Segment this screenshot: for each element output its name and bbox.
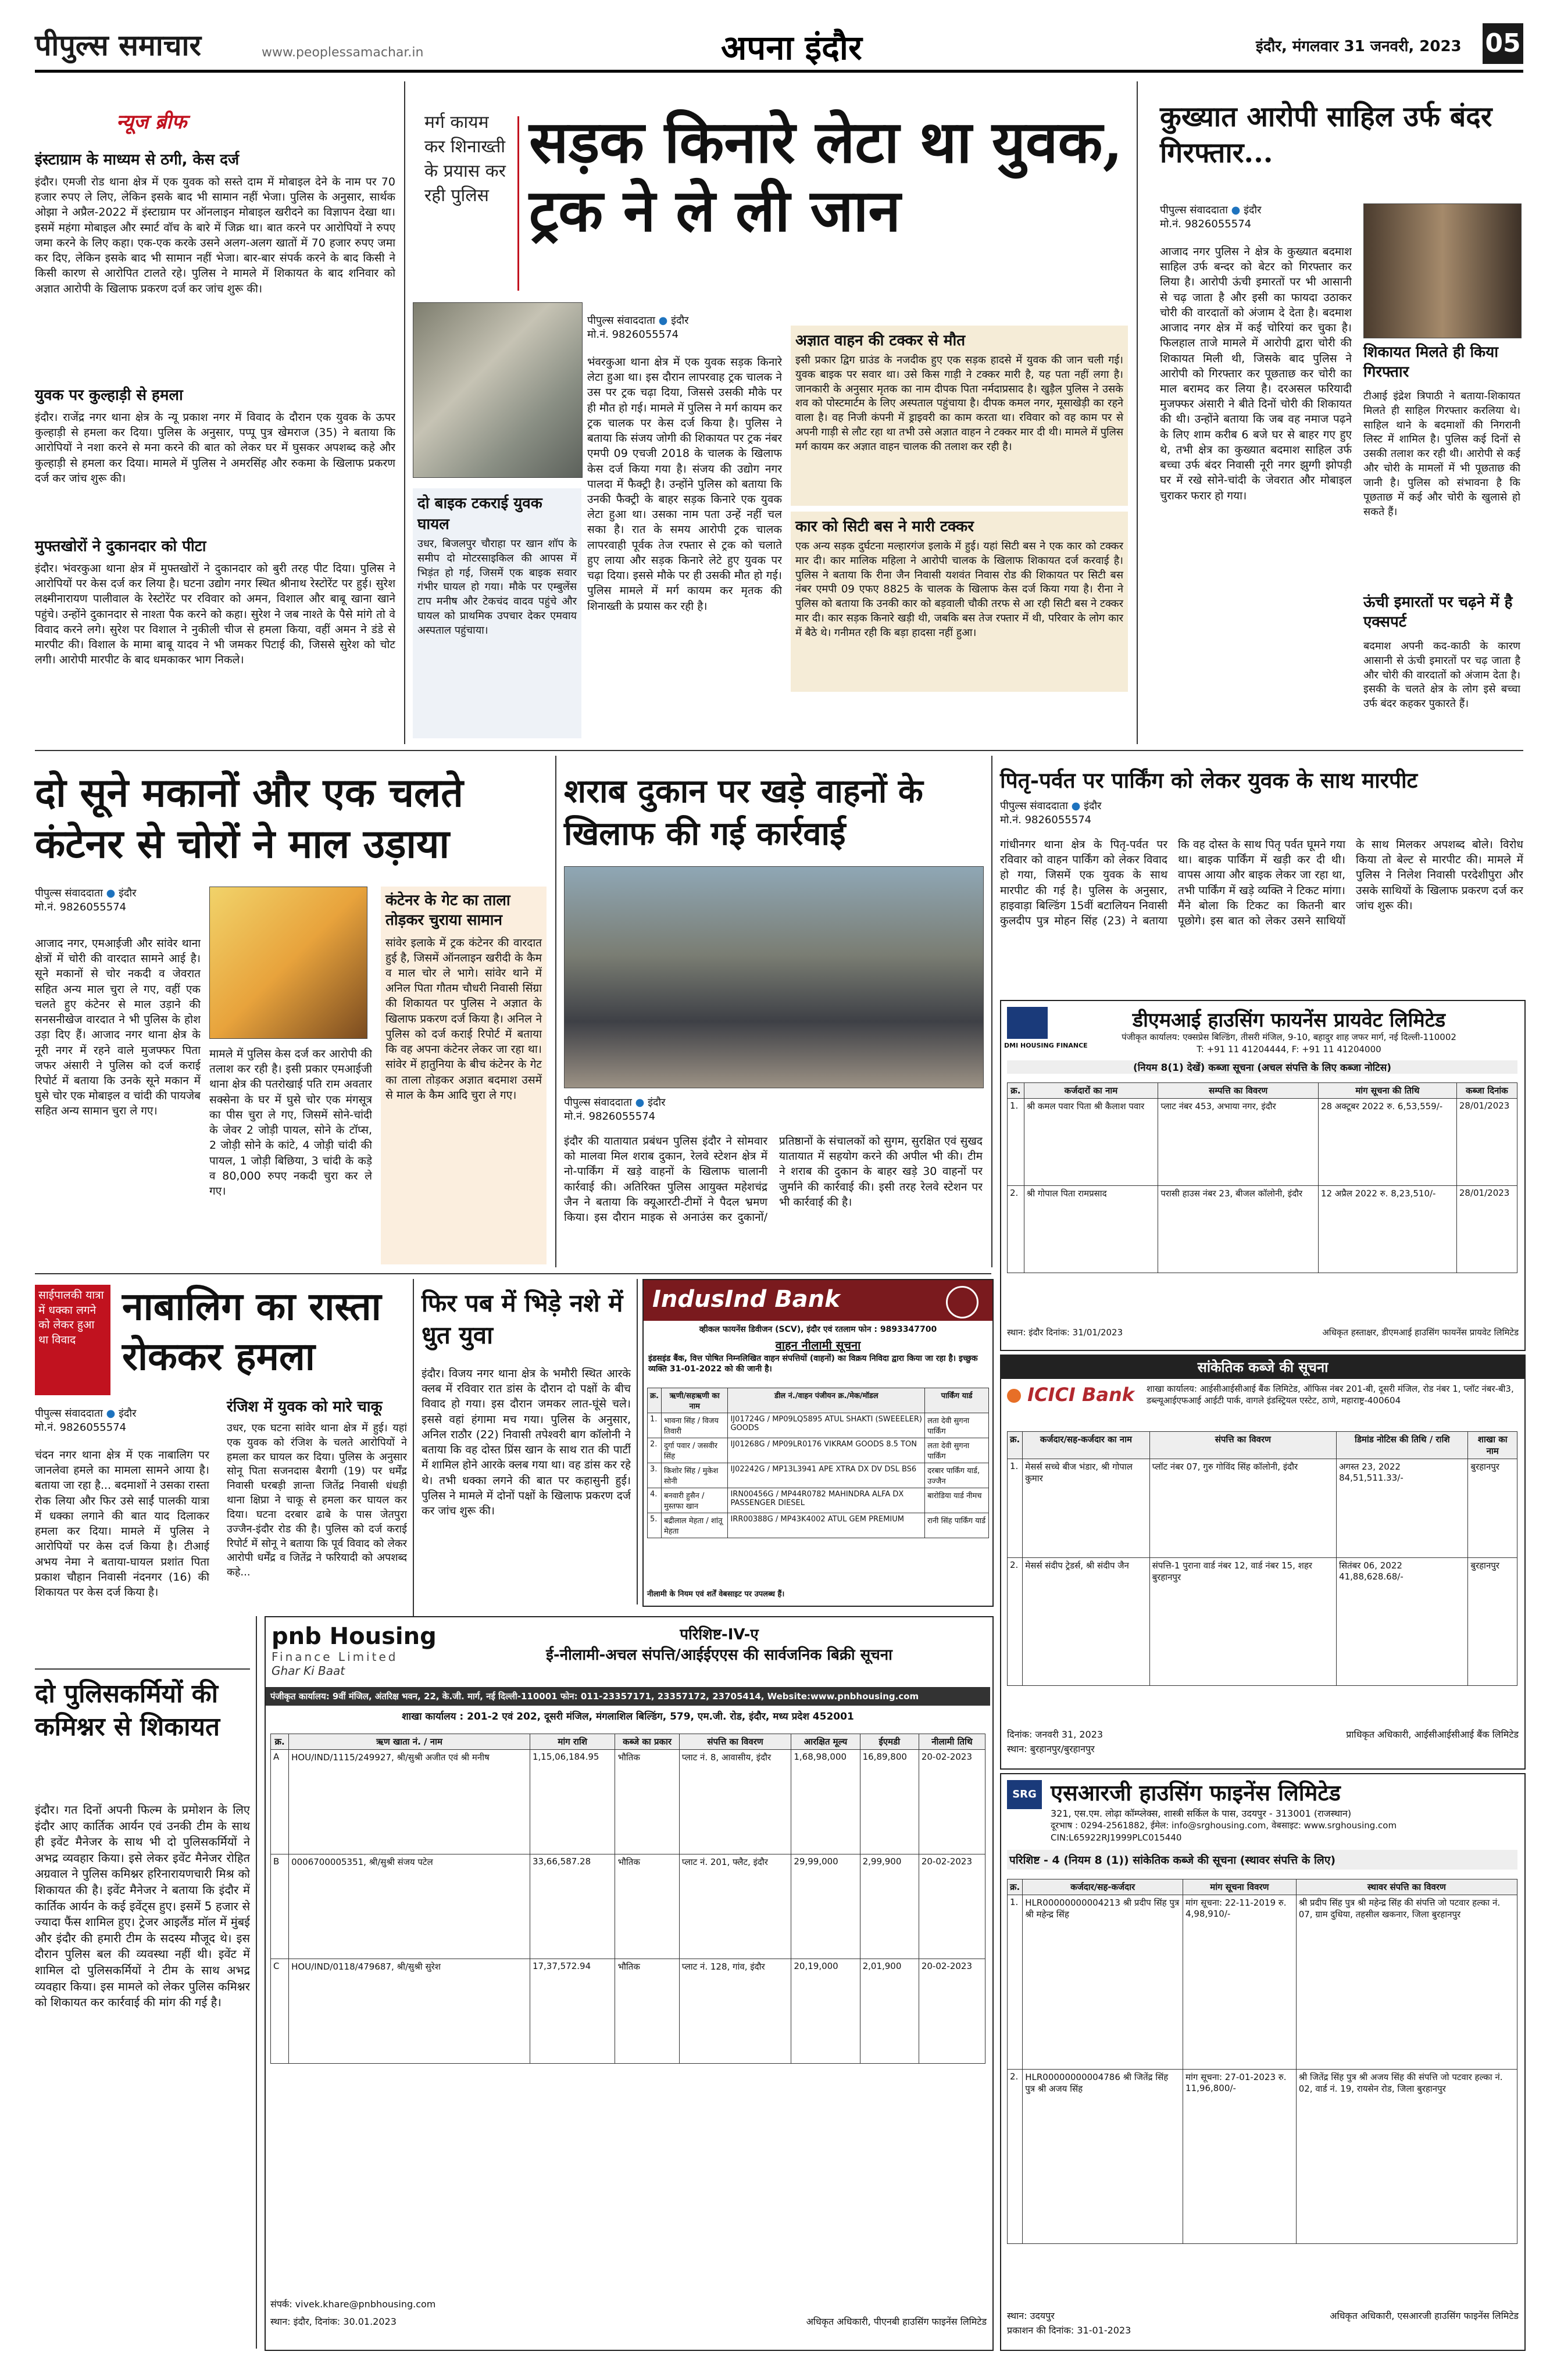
divider [637, 1279, 638, 1604]
cell: मेसर्स संदीप ट्रेडर्स, श्री संदीप जैन [1023, 1558, 1149, 1686]
pnb-title: परिशिष्ट-IV-ए [680, 1626, 759, 1643]
divider [991, 756, 992, 1267]
brief-body-2: इंदौर। राजेंद्र नगर थाना क्षेत्र के न्यू प्रकाश नगर में विवाद के दौरान एक युवक के ऊपर कुल्हाड़ी से हमला कर दिया। पुलिस के अनुसार, पप्पू पुत्र खेमराज (35) ने बताया कि आरोपियों ने नशा करने से मना करने की बात को लेकर घर में घुसकर अपशब्द कहे और कुल्हाड़ी से हमला कर दिया। मामले में पुलिस ने अमरसिंह और रुकमा के खिलाफ प्रकरण दर्ज कर जांच शुरू की। [35, 411, 395, 485]
col: ऋणी/सहऋणी का नाम [661, 1388, 728, 1413]
divider [413, 1279, 414, 1657]
pitru-story [1000, 756, 1523, 994]
table-row [1008, 1558, 1517, 1686]
table-row [1008, 1895, 1517, 2070]
col: आरक्षित मूल्य [791, 1734, 860, 1750]
accused-photo [1363, 203, 1522, 338]
byline-mobile: मो.नं. 9826055574 [35, 901, 127, 914]
box-bike [413, 488, 581, 738]
story-body: आजाद नगर, एमआईजी और सांवेर थाना क्षेत्रों में चोरी की वारदात सामने आई है। सूने मकानों से चोर नकदी व जेवरात सहित अन्य माल चुरा ले गए, वहीं एक चलते हुए कंटेनर से माल उड़ाने की सनसनीखेज वारदात ने भी पुलिस के होश उड़ा दिए हैं। आजाद नगर थाना क्षेत्र के नूरी नगर में रहने वाले मुजफ्फर पिता जफर अंसारी ने पुलिस को दर्ज कराई रिपोर्ट में बताया कि उनके सूने मकान में घुसे चोर एक मोबाइल व चांदी की पायजेब सहित अन्य सामान चुरा ले गए। [35, 937, 201, 1118]
byline-mobile: मो.नं. 9826055574 [587, 328, 679, 341]
divider [404, 81, 405, 744]
cell: प्लाट नं. 8, आवासीय, इंदौर [679, 1750, 791, 1854]
pnb-housing-ad [265, 1616, 994, 2351]
table-row [271, 1959, 985, 2064]
indusind-ad [642, 1279, 994, 1607]
pnb-logo [272, 1623, 440, 1681]
dmi-brand: DMI HOUSING FINANCE [1004, 1042, 1088, 1049]
theft-story [35, 756, 547, 1267]
dateline: इंदौर, मंगलवार 31 जनवरी, 2023 [1256, 38, 1462, 55]
minor-kicker: साईपालकी यात्रा में धक्का लगने को लेकर हुआ था विवाद [35, 1285, 110, 1395]
col: डिमांड नोटिस की तिथि / राशि [1337, 1432, 1468, 1459]
srg-place: स्थान: उदयपुर [1007, 2310, 1055, 2321]
cell: 20,19,000 [791, 1959, 860, 2064]
table-row [1008, 1099, 1517, 1186]
box2-title: ऊंची इमारतों पर चढ़ने में है एक्सपर्ट [1363, 594, 1513, 631]
box2-body: बदमाश अपनी कद-काठी के कारण आसानी से ऊंची इमारतों पर चढ़ जाता है और चोरी की वारदातों को अंजाम देता है। इसकी के चलते क्षेत्र के लोग इसे बच्चा उर्फ बंदर कहकर पुकारते हैं। [1363, 640, 1520, 710]
col: स्थावर संपत्ति का विवरण [1296, 1879, 1517, 1895]
brief-title-2: युवक पर कुल्हाड़ी से हमला [35, 387, 183, 404]
byline-name: पीपुल्स संवाददाता [35, 1407, 103, 1420]
byline-city: इंदौर [119, 887, 137, 899]
cell: प्लाट नं. 128, गांव, इंदौर [679, 1959, 791, 2064]
byline-name: पीपुल्स संवाददाता [1160, 204, 1228, 216]
pnb-office: पंजीकृत कार्यालय: 9वीं मंजिल, अंतरिक्ष भवन, 22, के.जी. मार्ग, नई दिल्ली-110001 फोन: 011-23357171, 23357172, 23705414, Website:www.pnbhousing.com [266, 1687, 990, 1706]
box-unknown-vehicle [791, 326, 1128, 506]
pnb-contact[interactable]: संपर्क: vivek.khare@pnbhousing.com [270, 2299, 436, 2310]
srg-rule: परिशिष्ट - 4 (नियम 8 (1)) सांकेतिक कब्जे की सूचना (स्थावर संपत्ति के लिए) [1007, 1850, 1517, 1870]
cell: भौतिक [615, 1750, 679, 1854]
byline-city: इंदौर [671, 315, 689, 327]
cell: HLR00000000004213 श्री प्रदीप सिंह पुत्र श्री महेन्द्र सिंह [1023, 1895, 1183, 2070]
container-box [381, 887, 547, 1264]
vehicles-photo [564, 866, 984, 1088]
table-header [1008, 1432, 1517, 1459]
srg-logo: SRG [1007, 1780, 1042, 1809]
box-body: उधर, बिजलपुर चौराहा पर खान शॉप के समीप दो मोटरसाइकिल की आपस में भिड़ंत हो गई, जिसमें एक बाइक सवार गंभीर घायल हो गया। मौके पर एम्बुलेंस टाप मनीष और टेकचंद वादव पहुंचे और घायल को प्राथमिक उपचार देकर एमवाय अस्पताल पहुंचाया। [417, 538, 577, 637]
cell: HLR00000000004786 श्री जितेंद्र सिंह पुत्र श्री अजय सिंह [1023, 2070, 1183, 2244]
srg-date: प्रकाशन की दिनांक: 31-01-2023 [1007, 2325, 1131, 2336]
cell: सितंबर 06, 2022 41,88,628.68/- [1337, 1558, 1468, 1686]
cell: प्लॉट नंबर 07, गुरु गोविंद सिंह कॉलोनी, इंदौर [1149, 1459, 1336, 1558]
indusind-title: वाहन नीलामी सूचना [775, 1338, 861, 1352]
indusind-brand [644, 1280, 992, 1321]
dmi-title: डीएमआई हाउसिंग फायनेंस प्रायवेट लिमिटेड [1132, 1009, 1446, 1032]
box-body: टीआई इंद्रेश त्रिपाठी ने बताया-शिकायत मिलते ही साहिल गिरफ्तार करलिया थे। साहिल थाने के बदमाशों की निगरानी लिस्ट में शामिल है। पुलिस कई दिनों से उसकी तलाश कर रही थी। आरोपी से कई और चोरी के मामलों में भी पूछताछ की जानी है। पुलिस को संभावना है कि पूछताछ में कई और चोरी के खुलासे हो सकते हैं। [1363, 390, 1520, 518]
cell: 0006700005351, श्री/सुश्री संजय पटेल [289, 1854, 530, 1959]
box-title: शिकायत मिलते ही किया गिरफ्तार [1363, 344, 1498, 381]
cell: भौतिक [615, 1959, 679, 2064]
cell: 28/01/2023 [1456, 1186, 1517, 1273]
dmi-logo [1007, 1007, 1048, 1039]
news-brief [35, 81, 395, 732]
cell: 1. [1008, 1895, 1023, 2070]
section-title: अपना इंदौर [721, 28, 862, 67]
box-title: कंटेनर के गेट का ताला तोड़कर चुराया सामान [385, 892, 510, 929]
brief-body-1: इंदौर। एमजी रोड थाना क्षेत्र में एक युवक को सस्ते दाम में मोबाइल देने के नाम पर 70 हजार रुपए ले लिए, लेकिन इसके बाद भी सामान नहीं भेजा। पुलिस के अनुसार, सार्थक ओझा ने अप्रैल-2022 में इंस्टाग्राम पर ऑनलाइन मोबाइल खरीदने का विज्ञापन देखा था। इसमें महंगा मोबाइल और स्मार्ट वॉच के बारे में जिक्र था। बात करने पर आरोपियों ने रुपए जमा करने के लिए कहा। एक-एक करके उसने अलग-अलग खातों में 70 हजार रुपए जमा कर दिए, लेकिन इसके बाद भी सामान नहीं भेजा। बार-बार संपर्क करने के बाद किसी ने किसी कारण से आरोपित टालते रहे। पुलिस ने मामले में शिकायत के बाद शनिवार को अज्ञात आरोपी के खिलाफ प्रकरण दर्ज कर जांच शुरू की। [35, 176, 395, 295]
pnb-brand2: Finance Limited [272, 1650, 398, 1664]
story-body: इंदौर। विजय नगर थाना क्षेत्र के भमौरी स्थित आरके क्लब में रविवार रात डांस के दौरान दो पक्षों के बीच विवाद हो गया। इस दौरान जमकर लात-घूंसे चले। इससे वहां हंगामा मच गया। पुलिस के अनुसार, अनिल राठौर (22) निवासी तपेश्वरी बाग कॉलोनी ने बताया कि वह दोस्त प्रिंस खान के साथ रात की पार्टी में शामिल होने आरके क्लब गया था। वह डांस कर रहे थे। तभी धक्का लगने की बात पर कहासुनी हुई। पुलिस ने मामले में दोनों पक्षों के खिलाफ प्रकरण दर्ज कर जांच शुरू की। [422, 1367, 631, 1517]
cell: दरबार पार्किंग यार्ड, उज्जैन [925, 1463, 989, 1488]
cell: A [271, 1750, 289, 1854]
srg-ad [1000, 1773, 1526, 2351]
cell: लता देवी सुगना पार्किंग [925, 1438, 989, 1463]
box-body: उधर, एक घटना सांवेर थाना क्षेत्र में हुई। यहां एक युवक को रंजिश के चलते आरोपियों ने हमला कर घायल कर दिया। पुलिस के अनुसार सोनू पिता सजनदास बैरागी (19) पर धर्मेंद्र निवासी घरबड़ी ज्ञान्ता जितेंद्र निवासी धंधड़ी थाना क्षिप्रा ने चाकू से हमला कर घायल कर दिया। घटना दरबार ढाबे के पास जेतपुरा उज्जैन-इंदौर रोड की है। पुलिस को दर्ज कराई रिपोर्ट में सोनू ने बताया कि पूर्व विवाद को लेकर आरोपी धर्मेंद्र व जितेंद्र ने फरियादी को अपशब्द कहे... [227, 1422, 407, 1579]
section-rule [35, 1273, 991, 1274]
table-row [648, 1488, 989, 1513]
dmi-office: पंजीकृत कार्यालय: एक्सप्रेस बिल्डिंग, तीसरी मंजिल, 9-10, बहादुर शाह जफर मार्ग, नई दिल्ली-110002 [1122, 1032, 1456, 1042]
byline-mobile: मो.नं. 9826055574 [564, 1110, 656, 1123]
cell: लता देवी सुगना पार्किंग [925, 1413, 989, 1438]
cell: 2,99,900 [860, 1854, 919, 1959]
col: मांग सूचना विवरण [1183, 1879, 1297, 1895]
table-row [271, 1854, 985, 1959]
cell: 3. [648, 1463, 662, 1488]
cell: 2. [648, 1438, 662, 1463]
masthead-rule [35, 70, 1523, 73]
divider [256, 1616, 257, 2349]
cell: 20-02-2023 [919, 1750, 985, 1854]
indusind-logo-icon [946, 1286, 979, 1318]
srg-address: 321, एस.एम. लोढ़ा कॉम्प्लेक्स, शास्त्री सर्किल के पास, उदयपुर - 313001 (राजस्थान) [1051, 1808, 1352, 1819]
col: क्र. [1008, 1083, 1024, 1099]
cell: 28 अक्टूबर 2022 रु. 6,53,559/- [1318, 1099, 1456, 1186]
col: क्र. [1008, 1879, 1023, 1895]
cell: IJ01724G / MP09LQ5895 ATUL SHAKTI (SWEEELER) GOODS [728, 1413, 925, 1438]
col: कब्जे का प्रकार [615, 1734, 679, 1750]
cell: प्लाट नंबर 453, अभाया नगर, इंदौर [1158, 1099, 1319, 1186]
cell: 2. [1008, 1558, 1023, 1686]
srg-sign: अधिकृत अधिकारी, एसआरजी हाउसिंग फाइनेंस लिमिटेड [1330, 2310, 1519, 2321]
box-body: सांवेर इलाके में ट्रक कंटेनर की वारदात हुई है, जिसमें ऑनलाइन खरीदी के कैम व माल चोर ले भागे। सांवेर थाने में अनिल पिता गौतम चौधरी निवासी सिंग्रा की शिकायत पर पुलिस ने अज्ञात के खिलाफ प्रकरण दर्ज किया है। अनिल ने पुलिस को दर्ज कराई रिपोर्ट में बताया कि वह अपना कंटेनर लेकर जा रहा था। सांवेर में हातुनिया के बीच कंटेनर के गेट का ताला तोड़कर अज्ञात बदमाश उसमें से माल के कैम आदि चुरा ले गए। [385, 936, 542, 1102]
dmi-ad [1000, 1000, 1526, 1351]
story-body: चंदन नगर थाना क्षेत्र में एक नाबालिग पर जानलेवा हमले का मामला सामने आया है। बताया जा रहा है... बदमाशों ने उसका रास्ता रोक लिया और फिर उसे साईं पालकी यात्रा में धक्का लगाने की बात याद दिलाकर हमला कर दिया। मामले में पुलिस ने आरोपियों पर केस दर्ज किया है। टीआई अभय नेमा ने बताया-घायल प्रशांत पिता प्रकाश चौहान निवासी नंदनगर (16) की शिकायत पर केस दर्ज किया है। [35, 1449, 209, 1599]
col: ईएमडी [860, 1734, 919, 1750]
story-body: भंवरकुआ थाना क्षेत्र में एक युवक सड़क किनारे लेटा हुआ था। इस दौरान लापरवाह ट्रक चालक ने उस पर ट्रक चढ़ा दिया, जिससे उसकी मौके पर ही मौत हो गई। मामले में पुलिस ने मर्ग कायम कर ट्रक चालक पर केस दर्ज किया है। पुलिस ने बताया कि संजय जोगी की शिकायत पर ट्रक नंबर एमपी 09 एचजी 2018 के चालक के खिलाफ केस दर्ज किया गया है। संजय की उद्योग नगर पालदा में फैक्ट्री है। उन्होंने पुलिस को बताया कि उनकी फैक्ट्री के बाहर सड़क किनारे एक युवक लेटा हुआ था। उसका नाम पता उन्हें नहीं चल सका है। रात के समय आरोपी ट्रक चालक लापरवाही पूर्वक तेज रफ्तार से ट्रक को चलाते हुए लाया और सड़क किनारे लेटे हुए युवक पर चढ़ा दिया। इससे मौके पर ही उसकी मौत हो गई। पुलिस मामले में मर्ग कायम कर मृतक की शिनाख्ती के प्रयास कर रही है। [587, 356, 782, 613]
cell: 1. [1008, 1459, 1023, 1558]
icici-date: दिनांक: जनवरी 31, 2023 [1007, 1729, 1104, 1740]
cell: रानी सिंह पार्किंग यार्ड [925, 1513, 989, 1538]
pub-story [422, 1279, 631, 1604]
srg-cin: CIN:L65922RJ1999PLC015440 [1051, 1832, 1182, 1843]
cell: 2,01,900 [860, 1959, 919, 2064]
col: संपत्ति का विवरण [1149, 1432, 1336, 1459]
pnb-subtitle: ई-नीलामी-अचल संपत्ति/आईईएएस की सार्वजनिक बिक्री सूचना [546, 1646, 892, 1664]
divider [555, 756, 556, 1267]
icici-place: स्थान: बुरहानपुर/बुरहानपुर [1007, 1743, 1095, 1754]
col: कब्जा दिनांक [1456, 1083, 1517, 1099]
liquor-story [564, 756, 983, 1267]
byline: पीपुल्स संवाददाता ● इंदौर मो.नं. 9826055574 [35, 887, 137, 914]
box-city-bus [791, 512, 1128, 692]
col: पार्किंग यार्ड [925, 1388, 989, 1413]
cell: श्री कमल पवार पिता श्री कैलाश पवार [1024, 1099, 1158, 1186]
icici-brand [1007, 1384, 1134, 1406]
icici-ad [1000, 1355, 1526, 1770]
table-row [271, 1750, 985, 1854]
col: ऋण खाता नं. / नाम [289, 1734, 530, 1750]
col: शाखा का नाम [1468, 1432, 1517, 1459]
pnb-sign: अधिकृत अधिकारी, पीएनबी हाउसिंग फाइनेंस लिमिटेड [806, 2316, 987, 2327]
byline-city: इंदौर [119, 1407, 137, 1420]
byline: पीपुल्स संवाददाता ● इंदौर मो.नं. 9826055574 [587, 315, 689, 341]
website[interactable]: www.peoplessamachar.in [262, 45, 424, 60]
col: संपत्ति का विवरण [679, 1734, 791, 1750]
col: कर्जदारों का नाम [1024, 1083, 1158, 1099]
story-headline: पितृ-पर्वत पर पार्किंग को लेकर युवक के साथ मारपीट [1000, 767, 1418, 793]
cell: 1,68,98,000 [791, 1750, 860, 1854]
cell: 1. [1008, 1099, 1024, 1186]
cell: अगस्त 23, 2022 84,51,511.33/- [1337, 1459, 1468, 1558]
cell: बनवारी हुसैन / मुस्तफा खान [661, 1488, 728, 1513]
story-headline: कुख्यात आरोपी साहिल उर्फ बंदर गिरफ्तार... [1160, 101, 1492, 170]
brief-title-1: इंस्टाग्राम के माध्यम से ठगी, केस दर्ज [35, 151, 240, 169]
section-rule [35, 750, 1523, 751]
byline-mobile: मो.नं. 9826055574 [1160, 218, 1252, 231]
table-header [1008, 1879, 1517, 1895]
cell: 5. [648, 1513, 662, 1538]
indusind-name: IndusInd Bank [652, 1286, 840, 1313]
box-title: रंजिश में युवक को मारे चाकू [227, 1398, 383, 1416]
story-headline: नाबालिग का रास्ता रोककर हमला [122, 1284, 381, 1379]
cell: IRN00456G / MP44R0782 MAHINDRA ALFA DX PASSENGER DIESEL [728, 1488, 925, 1513]
cell: श्री जितेंद्र सिंह पुत्र श्री अजय सिंह की संपत्ति जो पटवार हल्का नं. 02, वार्ड नं. 19, रायसेन रोड, जिला बुरहानपुर [1296, 2070, 1517, 2244]
cell: दुर्गा पवार / जसवीर सिंह [661, 1438, 728, 1463]
srg-title: एसआरजी हाउसिंग फाइनेंस लिमिटेड [1051, 1779, 1341, 1806]
box-title: कार को सिटी बस ने मारी टक्कर [795, 518, 974, 535]
cell: भौतिक [615, 1854, 679, 1959]
brief-tag: न्यूज ब्रीफ [116, 110, 187, 134]
cell: भावना सिंह / विजय तिवारी [661, 1413, 728, 1438]
cell: HOU/IND/1115/249927, श्री/सुश्री अजीत एवं श्री मनीष [289, 1750, 530, 1854]
pnb-tagline: Ghar Ki Baat [272, 1664, 345, 1678]
cell: मांग सूचना: 22-11-2019 रु. 4,98,910/- [1183, 1895, 1297, 2070]
truck-photo [413, 302, 583, 478]
byline: पीपुल्स संवाददाता ● इंदौर मो.नं. 9826055574 [35, 1407, 137, 1434]
srg-phone: दूरभाष : 0294-2561882, ईमेल: info@srghousing.com, वेबसाइट: www.srghousing.com [1051, 1820, 1397, 1831]
byline-name: पीपुल्स संवाददाता [564, 1096, 632, 1109]
brief-title-3: मुफ्तखोरों ने दुकानदार को पीटा [35, 538, 206, 555]
box-body: एक अन्य सड़क दुर्घटना मल्हारगंज इलाके में हुई। यहां सिटी बस ने एक कार को टक्कर मार दी। कार मालिक महिला ने आरोपी चालक के खिलाफ शिकायत दर्ज करवाई है। पुलिस ने बताया कि रीना जैन निवासी यशवंत निवास रोड की शिकायत पर सिटी बस नंबर एमपी 09 एफए 8825 के चालक के खिलाफ केस दर्ज किया गया है। रीना ने पुलिस को बताया कि उनकी कार को बड़वाली चौकी तरफ से आ रही सिटी बस ने टक्कर मार दी। कार सड़क किनारे खड़ी थी, जबकि बस तेज रफ्तार में थी, परिवार के लोग कार में बैठे थे। गनीमत रही कि बड़ा हादसा नहीं हुआ। [795, 540, 1123, 639]
cell: 4. [648, 1488, 662, 1513]
cell: 33,66,587.28 [530, 1854, 615, 1959]
icici-branch: शाखा कार्यालय: आईसीआईसीआई बैंक लिमिटेड, ऑफिस नंबर 201-बी, दूसरी मंजिल, रोड नंबर 1, प्लॉट नंबर-बी3, डब्ल्यूआईएफआई आईटी पार्क, वागले इंडस्ट्रियल एस्टेट, ठाणे, महाराष्ट्र-400604 [1147, 1384, 1514, 1406]
table-row [648, 1463, 989, 1488]
cell: संपत्ति-1 पुराना वार्ड नंबर 12, वार्ड नंबर 15, शहर बुरहानपुर [1149, 1558, 1336, 1686]
col: क्र. [1008, 1432, 1023, 1459]
indusind-table [647, 1388, 989, 1538]
pnb-branch: शाखा कार्यालय : 201-2 एवं 202, दूसरी मंजिल, मंगलाशिल बिल्डिंग, 579, एम.जी. रोड, इंदौर, मध्य प्रदेश 452001 [402, 1711, 854, 1723]
cell: बुरहानपुर [1468, 1459, 1517, 1558]
byline-name: पीपुल्स संवाददाता [35, 887, 103, 899]
cell: 1,15,06,184.95 [530, 1750, 615, 1854]
logo: पीपुल्स समाचार [35, 28, 201, 62]
cell: 12 अप्रैल 2022 रु. 8,23,510/- [1318, 1186, 1456, 1273]
page-number: 05 [1483, 23, 1523, 64]
cell: IRR00388G / MP43K4002 ATUL GEM PREMIUM [728, 1513, 925, 1538]
story-headline: दो पुलिसकर्मियों की कमिश्नर से शिकायत [35, 1679, 220, 1742]
box-title: दो बाइक टकराई युवक घायल [417, 495, 542, 533]
cell: 2. [1008, 1186, 1024, 1273]
byline-mobile: मो.नं. 9826055574 [35, 1421, 127, 1434]
dmi-table [1007, 1082, 1517, 1273]
story-headline: फिर पब में भिड़े नशे में धुत युवा [422, 1289, 623, 1349]
box-body: इसी प्रकार द्विग ग्राउंड के नजदीक हुए एक सड़क हादसे में युवक की जान चली गई। युवक बाइक पर सवार था। उसे किस गाड़ी ने टक्कर मारी है, यह पता नहीं लगा है। जानकारी के अनुसार मृतक का नाम दीपक पिता नर्मदाप्रसाद है। खुड़ैल पुलिस ने उसके शव को पोस्टमार्टम के लिए अस्पताल पहुंचाया है। दीपक कमल नगर, मूसाखेड़ी का रहने वाला है। वह निजी कंपनी में ड्राइवरी का काम करता था। रविवार को वह काम पर से अपनी गाड़ी से लौट रहा था तभी उसे अज्ञात वाहन ने टक्कर मार दी थी। मामले में पुलिस मर्ग कायम कर अज्ञात वाहन चालक की तलाश कर रही है। [795, 354, 1123, 453]
pnb-brand: pnb Housing [272, 1623, 437, 1650]
cell: 17,37,572.94 [530, 1959, 615, 2064]
col: मांग सूचना की तिथि [1318, 1083, 1456, 1099]
cell: IJ01268G / MP09LR0176 VIKRAM GOODS 8.5 TON [728, 1438, 925, 1463]
col: मांग राशि [530, 1734, 615, 1750]
cell: 29,99,000 [791, 1854, 860, 1959]
byline: पीपुल्स संवाददाता ● इंदौर मो.नं. 9826055574 [1000, 800, 1102, 827]
cell: C [271, 1959, 289, 2064]
story-headline: शराब दुकान पर खड़े वाहनों के खिलाफ की गई कार्रवाई [564, 772, 923, 853]
col: सम्पत्ति का विवरण [1158, 1083, 1319, 1099]
dmi-sign: अधिकृत हस्ताक्षर, डीएमआई हाउसिंग फायनेंस प्रायवेट लिमिटेड [1322, 1327, 1519, 1338]
pnb-date: स्थान: इंदौर, दिनांक: 30.01.2023 [270, 2316, 397, 2327]
truck-story [413, 81, 1128, 744]
cell: 2. [1008, 2070, 1023, 2244]
table-header [648, 1388, 989, 1413]
icici-name: ICICI Bank [1027, 1384, 1135, 1406]
icici-table [1007, 1431, 1517, 1686]
divider [1137, 81, 1138, 744]
byline-city: इंदौर [1244, 204, 1262, 216]
col: कर्जदार/सह-कर्जदार का नाम [1023, 1432, 1149, 1459]
cell: IJ02242G / MP13L3941 APE XTRA DX DV DSL BS6 [728, 1463, 925, 1488]
table-header [271, 1734, 985, 1750]
byline: पीपुल्स संवाददाता ● इंदौर मो.नं. 9826055574 [564, 1096, 666, 1123]
theft-photo [209, 887, 367, 1039]
col: कर्जदार/सह-कर्जदार [1023, 1879, 1183, 1895]
cell: बारोडिया यार्ड नीमच [925, 1488, 989, 1513]
icici-logo-icon [1007, 1389, 1021, 1403]
indusind-intro: इंडसइंड बैंक, वित्त पोषित निम्नलिखित वाहन संपत्तियों (वाहनों) का विक्रय निविदा द्वारा किया जा रहा है। इच्छुक व्यक्ति 31-01-2022 को की जानी है। [648, 1354, 978, 1374]
cell: किशोर सिंह / मुकेश सोनी [661, 1463, 728, 1488]
cell: 16,89,800 [860, 1750, 919, 1854]
cell: बद्रीलाल मेहता / शांतू मेहता [661, 1513, 728, 1538]
cell: HOU/IND/0118/479687, श्री/सुश्री सुरेश [289, 1959, 530, 2064]
cell: मांग सूचना: 27-01-2023 रु. 11,96,800/- [1183, 2070, 1297, 2244]
col: क्र. [271, 1734, 289, 1750]
byline-city: इंदौर [648, 1096, 666, 1109]
box-title: अज्ञात वाहन की टक्कर से मौत [795, 332, 966, 349]
byline-name: पीपुल्स संवाददाता [1000, 800, 1068, 812]
cell: बुरहानपुर [1468, 1558, 1517, 1686]
table-row [648, 1413, 989, 1438]
col: डील नं./वाहन पंजीयन क्र./मेक/मॉडल [728, 1388, 925, 1413]
cell: श्री गोपाल पिता रामप्रसाद [1024, 1186, 1158, 1273]
commission-story [35, 1668, 250, 2349]
story-body: इंदौर। गत दिनों अपनी फिल्म के प्रमोशन के लिए इंदौर आए कार्तिक आर्यन एवं उनकी टीम के साथ ही इवेंट मैनेजर के साथ भी दो पुलिसकर्मियों ने अभद्र व्यवहार किया। इसे लेकर इवेंट मैनेजर रोहित अग्रवाल ने पुलिस कमिश्नर हरिनारायणचारी मिश्र को शिकायत की है। इवेंट मैनेजर ने बताया कि इंदौर में कार्तिक आर्यन के कई इवेंट्स हुए। इसमें 5 हजार से ज्यादा फैंस शामिल हुए। ट्रेजर आइलैंड मॉल में मुंबई और इंदौर की हमारी टीम के सदस्य मौजूद थे। इस दौरान पुलिस बल की व्यवस्था नहीं थी। इवेंट में शामिल दो पुलिसकर्मियों ने टीम के साथ अभद्र व्यवहार किया। इस मामले को लेकर पुलिस कमिश्नर को शिकायत कर कार्रवाई की मांग की गई है। [35, 1803, 250, 2010]
table-row [1008, 1459, 1517, 1558]
dmi-rule: (नियम 8(1) देखें) कब्जा सूचना (अचल संपत्ति के लिए कब्जा नोटिस) [1007, 1060, 1517, 1074]
table-row [648, 1513, 989, 1538]
story-headline: दो सूने मकानों और एक चलते कंटेनर से चोरों ने माल उड़ाया [35, 770, 463, 868]
cell: 20-02-2023 [919, 1854, 985, 1959]
indusind-division: व्हीकल फायनेंस डिवीजन (SCV), इंदौर एवं रतलाम फोन : 9893347700 [699, 1325, 937, 1334]
story-body: मामले में पुलिस केस दर्ज कर आरोपी की तलाश कर रही है। इसी प्रकार एमआईजी थाना क्षेत्र की पतरोखाई पति राम अवतार सक्सेना के घर में घुसे चोर एक मंगसूत्र का पीस चुरा ले गए, जिसमें सोने-चांदी के जेवर 2 जोड़ी पायल, सोने के टॉप्स, 2 जोड़ी सोने के कांटे, 4 जोड़ी चांदी की पायल, 1 जोड़ी बिछिया, 3 चांदी के कड़े व 80,000 रुपए नकदी चुरा कर ले गए। [209, 1048, 372, 1198]
brief-body-3: इंदौर। भंवरकुआ थाना क्षेत्र में मुफ्तखोरों ने दुकानदार को बुरी तरह पीट दिया। पुलिस ने आरोपियों पर केस दर्ज कर लिया है। घटना उद्योग नगर स्थित श्रीनाथ रेस्टोरेंट पर हुई। सुरेश लक्ष्मीनारायण पालीवाल के रेस्टोरेंट पर रविवार को अमन, विशाल और बाबू खाना खाने पहुंचे। उन्होंने दुकानदार से नाश्ता पैक करने को कहा। सुरेश ने जब नाश्ते के पैसे मांगे तो वे विवाद करने लगे। सुरेश पर विशाल ने नुकीली चीज से हमला किया, वहीं अमन ने डंडे से मारपीट की। विशाल के मामा बाबू यादव ने भी जमकर पिटाई की, जिससे सुरेश को चोट लगी। आरोपी मारपीट के बाद धमकाकर भाग निकले। [35, 562, 395, 667]
cell: 20-02-2023 [919, 1959, 985, 2064]
story-body: इंदौर की यातायात प्रबंधन पुलिस इंदौर ने सोमवार को मालवा मिल शराब दुकान, रेलवे स्टेशन क्षेत्र में नो-पार्किंग में खड़े वाहनों के खिलाफ चालानी कार्रवाई की। अतिरिक्त पुलिस आयुक्त महेशचंद्र जैन ने बताया कि क्यूआरटी-टीमों ने पैदल भ्रमण किया। इस दौरान माइक से अनाउंस कर दुकानों/ प्रतिष्ठानों के संचालकों को सुगम, सुरक्षित एवं सुखद यातायात में सहयोग करने की अपील भी की। टीम ने शराब की दुकान के बाहर खड़े 30 वाहनों पर जुर्माने की कार्रवाई की। इसी तरह रेलवे स्टेशन पर भी कार्रवाई की है। [564, 1135, 983, 1224]
pnb-table [270, 1734, 985, 2064]
table-header [1008, 1083, 1517, 1099]
masthead [35, 23, 1523, 70]
cell: 1. [648, 1413, 662, 1438]
section-rule [35, 1668, 250, 1670]
byline: पीपुल्स संवाददाता ● इंदौर मो.नं. 9826055574 [1160, 204, 1262, 231]
story-body: आजाद नगर पुलिस ने क्षेत्र के कुख्यात बदमाश साहिल उर्फ बन्दर को बेटर को गिरफ्तार कर लिया है। आरोपी ऊंची इमारतों पर भी आसानी से चढ़ जाता है और इसी का फायदा उठाकर चोरी की वारदातों को अंजाम दे देता है। बदमाश आजाद नगर क्षेत्र में कई चोरियां कर चुका है। फिलहाल ताजे मामले में आरोपी द्वारा चोरी की शिकायत मिली थी, जिसके बाद पुलिस ने आरोपी को गिरफ्तार कर पूछताछ कर चोरी का माल बरामद कर लिया है। दरअसल फरियादी मुजफ्फर अंसारी ने बीते दिनों चोरी की शिकायत की थी। उन्होंने बताया कि जब वह नमाज पढ़ने के लिए शाम करीब 6 बजे घर से बाहर गए हुए थे, तभी क्षेत्र का कुख्यात बदमाश साहिल उर्फ बच्चा उर्फ बंदर निवासी नूरी नगर झुग्गी झोपड़ी घर में रखे सोने-चांदी के जेवरात और मोबाइल चुराकर फरार हो गया। [1160, 245, 1352, 502]
col: नीलामी तिथि [919, 1734, 985, 1750]
icici-sign: प्राधिकृत अधिकारी, आईसीआईसीआई बैंक लिमिटेड [1346, 1729, 1519, 1740]
col: क्र. [648, 1388, 662, 1413]
cell: 28/01/2023 [1456, 1099, 1517, 1186]
byline-mobile: मो.नं. 9826055574 [1000, 814, 1092, 827]
sahil-story [1148, 81, 1523, 744]
dmi-phone: T: +91 11 41204444, F: +91 11 41204000 [1197, 1044, 1381, 1055]
table-row [1008, 1186, 1517, 1273]
byline-name: पीपुल्स संवाददाता [587, 315, 655, 327]
story-headline: सड़क किनारे लेटा था युवक, ट्रक ने ले ली जान [529, 108, 1123, 245]
cell: प्लाट नं. 201, फ्लैट, इंदौर [679, 1854, 791, 1959]
cell: परासी हाउस नंबर 23, बीजल कॉलोनी, इंदौर [1158, 1186, 1319, 1273]
dmi-place: स्थान: इंदौर दिनांक: 31/01/2023 [1007, 1327, 1123, 1338]
kicker-rule [517, 116, 519, 291]
indusind-footer: नीलामी के नियम एवं शर्तें वेबसाइट पर उपलब्ध हैं। [647, 1590, 785, 1599]
story-kicker: मर्ग कायम कर शिनाख्ती के प्रयास कर रही पुलिस [424, 112, 506, 206]
cell: श्री प्रदीप सिंह पुत्र श्री महेन्द्र सिंह की संपत्ति जो पटवार हल्का नं. 07, ग्राम दुधिया, तहसील खकनार, जिला बुरहानपुर [1296, 1895, 1517, 2070]
story-body: गांधीनगर थाना क्षेत्र के पितृ-पर्वत पर रविवार को वाहन पार्किंग को लेकर विवाद हो गया, जिसमें एक युवक के साथ मारपीट की गई है। पुलिस के अनुसार, हाइवाड़ा बिल्डिंग 15वीं बटालियन निवासी कुलदीप पुत्र मोहन सिंह (23) ने बताया कि वह दोस्त के साथ पितृ पर्वत घूमने गया था। बाइक पार्किंग में खड़ी कर दी थी। वापस आया और बाइक लेकर जा रहा था, तभी पार्किंग में खड़े व्यक्ति ने टिकट मांगा। मैंने बोला कि टिकट का कितनी बार पूछोगे। इस बात को लेकर उसने साथियों के साथ मिलकर अपशब्द बोले। विरोध किया तो बेल्ट से मारपीट की। मामले में पुलिस ने निलेश निवासी परदेशीपुरा और उसके साथियों के खिलाफ प्रकरण दर्ज कर जांच शुरू की। [1000, 838, 1523, 928]
byline-city: इंदौर [1084, 800, 1102, 812]
table-row [648, 1438, 989, 1463]
icici-heading: सांकेतिक कब्जे की सूचना [1001, 1356, 1524, 1379]
table-row [1008, 2070, 1517, 2244]
minor-story [35, 1279, 407, 1657]
cell: B [271, 1854, 289, 1959]
cell: मेसर्स सच्चे बीज भंडार, श्री गोपाल कुमार [1023, 1459, 1149, 1558]
srg-table [1007, 1879, 1517, 2244]
